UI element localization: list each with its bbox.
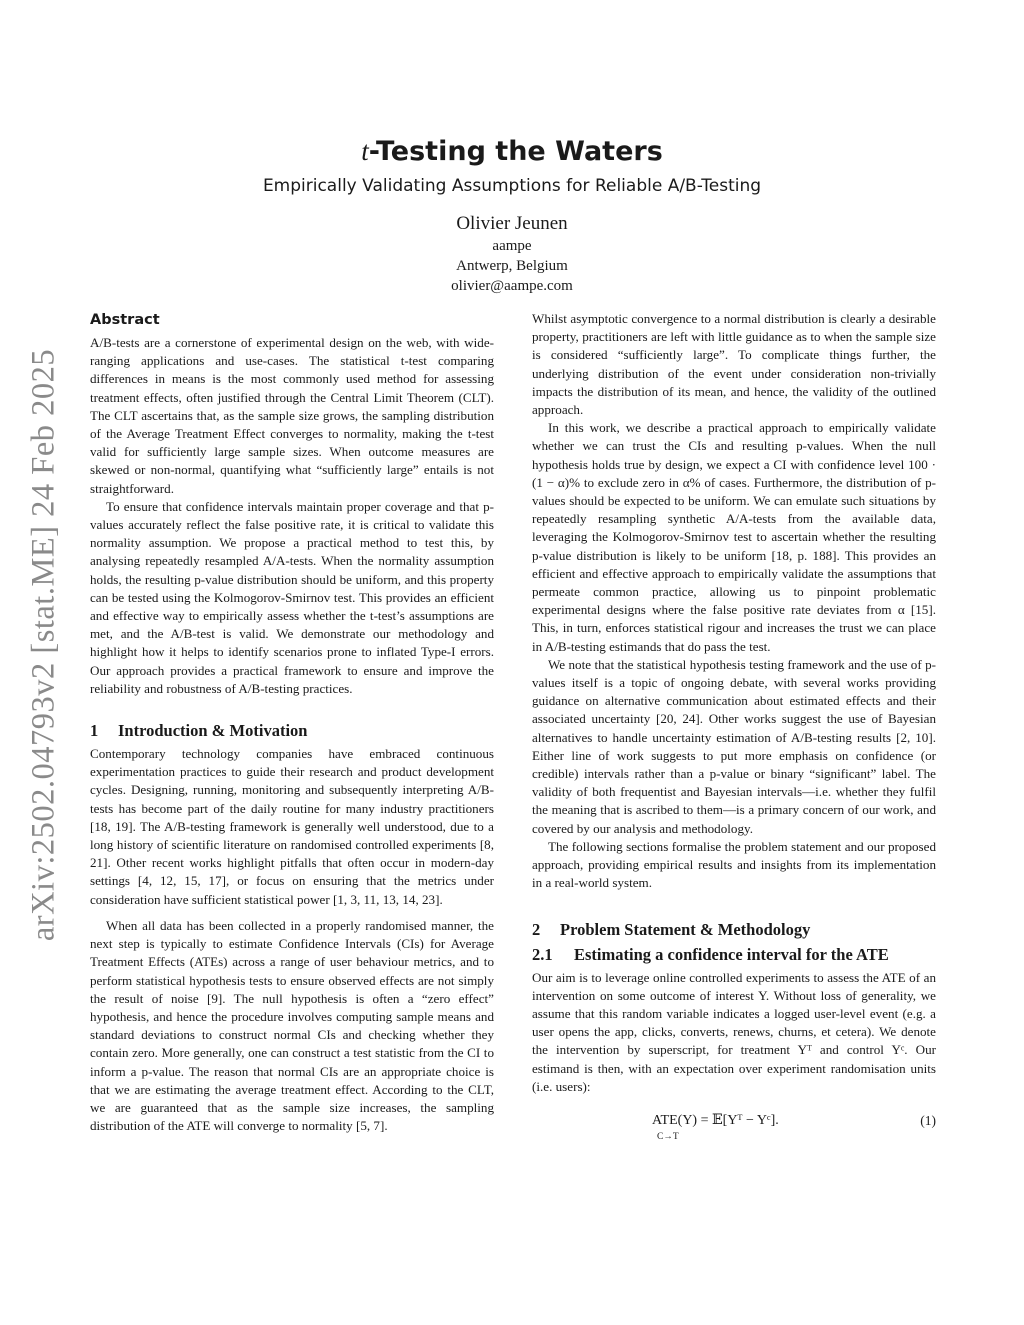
section-2-number: 2 bbox=[532, 919, 541, 939]
intro-paragraph-2: When all data has been collected in a properly randomised manner, the next step is typically to estimate Confidence Intervals (CIs) for Average Treatment Effects (ATEs) across a range of user behaviour metrics, and to perform statistical hypothesis tests to ensure observed effects are not simply the result of noise [9]. The null hypothesis is often a “zero effect” hypothesis, and hence the procedure involves computing sample means and standard deviations to construct normal CIs and checking whether they contain zero. More generally, one can construct a test statistic from the CI to inform a p-value. The reason that normal CIs are an appropriate choice is that we are estimating the average treatment effect. According to the CLT, we are guaranteed that as the sample size increases, the sampling distribution of the ATE will converge to normality [5, 7]. bbox=[90, 917, 494, 1134]
intro-paragraph-5: We note that the statistical hypothesis testing framework and the use of p-values itself is a topic of ongoing debate, with several works providing guidance on alternative communication about estimated effects and their associated uncertainty [20, 24]. Other works suggest the use of Bayesian alternatives to handle uncertainty estimation of A/B-testing results [2, 10]. Either line of work suggests to put more emphasis on confidence (or credible) intervals rather than a p-value or binary “significant” label. The validity of both frequentist and Bayesian intervals—i.e. whether they fulfil the meaning that is ascribed to them—is a primary concern of our work, and covered by our analysis and methodology. bbox=[532, 656, 936, 836]
section-1-title: Introduction & Motivation bbox=[118, 721, 308, 741]
author-name: Olivier Jeunen bbox=[456, 213, 568, 234]
author-organization: aampe bbox=[492, 238, 532, 254]
abstract-paragraph-2: To ensure that confidence intervals maintain proper coverage and that p-values accurately reflect the false positive rate, it is critical to validate this normality assumption. We propose a practical method to test this, by analysing repeatedly resampled A/A-tests. When the normality assumption holds, the resulting p-value distribution should be uniform, and this property can be tested using the Kolmogorov-Smirnov test. This provides an efficient and effective way to empirically assess whether the t-test’s assumptions are met, and the A/B-test is valid. We demonstrate our methodology and highlight how it helps to identify scenarios prone to inflated Type-I errors. Our approach provides a practical framework to ensure and improve the reliability and robustness of A/B-testing practices. bbox=[90, 498, 494, 696]
equation-1 bbox=[532, 1106, 936, 1142]
title-t: t bbox=[361, 136, 369, 166]
paper-header bbox=[0, 133, 1024, 296]
subsection-2-1-heading bbox=[532, 944, 936, 966]
section-2-paragraph-1: Our aim is to leverage online controlled experiments to assess the ATE of an intervention on some outcome of interest Y. Without loss of generality, we assume that this random variable indicates a logged user-level event (e.g. a user opens the app, clicks, converts, renews, churns, et cetera). We denote the intervention by superscript, for treatment Yᵀ and control Yᶜ. Our estimand is then, with an expectation over experiment randomisation units (i.e. users): bbox=[532, 969, 936, 1094]
subsection-2-1-number: 2.1 bbox=[532, 944, 553, 964]
intro-paragraph-1: Contemporary technology companies have embraced continuous experimentation practices to guide their research and product development cycles. Designing, running, monitoring and subsequently interpreting A/B-tests has become part of the daily routine for many industry practitioners [18, 19]. The A/B-testing framework is generally well understood, due to a long history of scientific literature on randomised controlled experiments [8, 21]. Other recent works highlight pitfalls that often occur in modern-day settings [4, 12, 15, 17], or focus on ensuring that the metrics under consideration have sufficient statistical power [1, 3, 11, 13, 14, 23]. bbox=[90, 746, 494, 907]
abstract-heading: Abstract bbox=[90, 312, 160, 328]
arxiv-sidebar bbox=[18, 300, 70, 990]
intro-paragraph-6: The following sections formalise the problem statement and our proposed approach, providing empirical results and insights from its implementation in a real-world system. bbox=[532, 838, 936, 891]
section-2-heading bbox=[532, 919, 936, 941]
section-1-number: 1 bbox=[90, 721, 99, 741]
section-2-title: Problem Statement & Methodology bbox=[560, 919, 811, 939]
section-1-heading bbox=[90, 720, 494, 742]
title-rest: -Testing the Waters bbox=[368, 136, 663, 167]
author-location: Antwerp, Belgium bbox=[456, 258, 568, 274]
abstract-paragraph-1: A/B-tests are a cornerstone of experimental design on the web, with wide-ranging applications and use-cases. The statistical t-test comparing differences in means is the most commonly used method for assessing treatment effects, often justified through the Central Limit Theorem (CLT). The CLT ascertains that, as the sample size grows, the sampling distribution of the Average Treatment Effect converges to normality, making the t-test valid for sufficiently large sample sizes. When outcome measures are skewed or non-normal, quantifying what “sufficiently large” entails is not straightforward. bbox=[90, 335, 494, 496]
intro-paragraph-3: Whilst asymptotic convergence to a normal distribution is clearly a desirable property, practitioners are left with little guidance as to when the sample size is considered “sufficiently large”. To complicate things further, the underlying distribution of the event under consideration non-trivially impacts the distribution of its mean, and hence, the validity of the outlined approach. bbox=[532, 311, 936, 418]
author-email: olivier@aampe.com bbox=[451, 278, 573, 294]
equation-1-number: (1) bbox=[920, 1112, 936, 1128]
equation-1-expression: ATE(Y) = 𝔼[Yᵀ − Yᶜ]. bbox=[652, 1112, 779, 1128]
paper-title bbox=[0, 133, 1024, 170]
arxiv-identifier: arXiv:2502.04793v2 [stat.ME] 24 Feb 2025 bbox=[25, 348, 62, 942]
equation-1-subscript: C→T bbox=[657, 1131, 679, 1142]
intro-paragraph-4: In this work, we describe a practical approach to empirically validate whether we can trust the CIs and resulting p-values. When the null hypothesis holds true by design, we expect a CI with confidence level 100 · (1 − α)% to exclude zero in α% of cases. Furthermore, the distribution of p-values should be expected to be uniform. We can emulate such situations by repeatedly resampling synthetic A/A-tests from the available data, leveraging the Kolmogorov-Smirnov test to ascertain whether the resulting p-value distribution is likely to be uniform [18, p. 188]. This provides an efficient and effective approach to empirically validate the assumptions that permeate common practice, allowing us to pinpoint problematic experimental designs where the false positive rate deviates from α [15]. This, in turn, enforces statistical rigour and increases the trust we can place in A/B-testing estimands that do pass the test. bbox=[532, 420, 936, 654]
left-column bbox=[90, 310, 494, 1135]
paper-subtitle: Empirically Validating Assumptions for Reliable A/B-Testing bbox=[262, 176, 762, 196]
right-column bbox=[532, 310, 936, 1142]
subsection-2-1-title: Estimating a confidence interval for the ATE bbox=[574, 944, 889, 964]
